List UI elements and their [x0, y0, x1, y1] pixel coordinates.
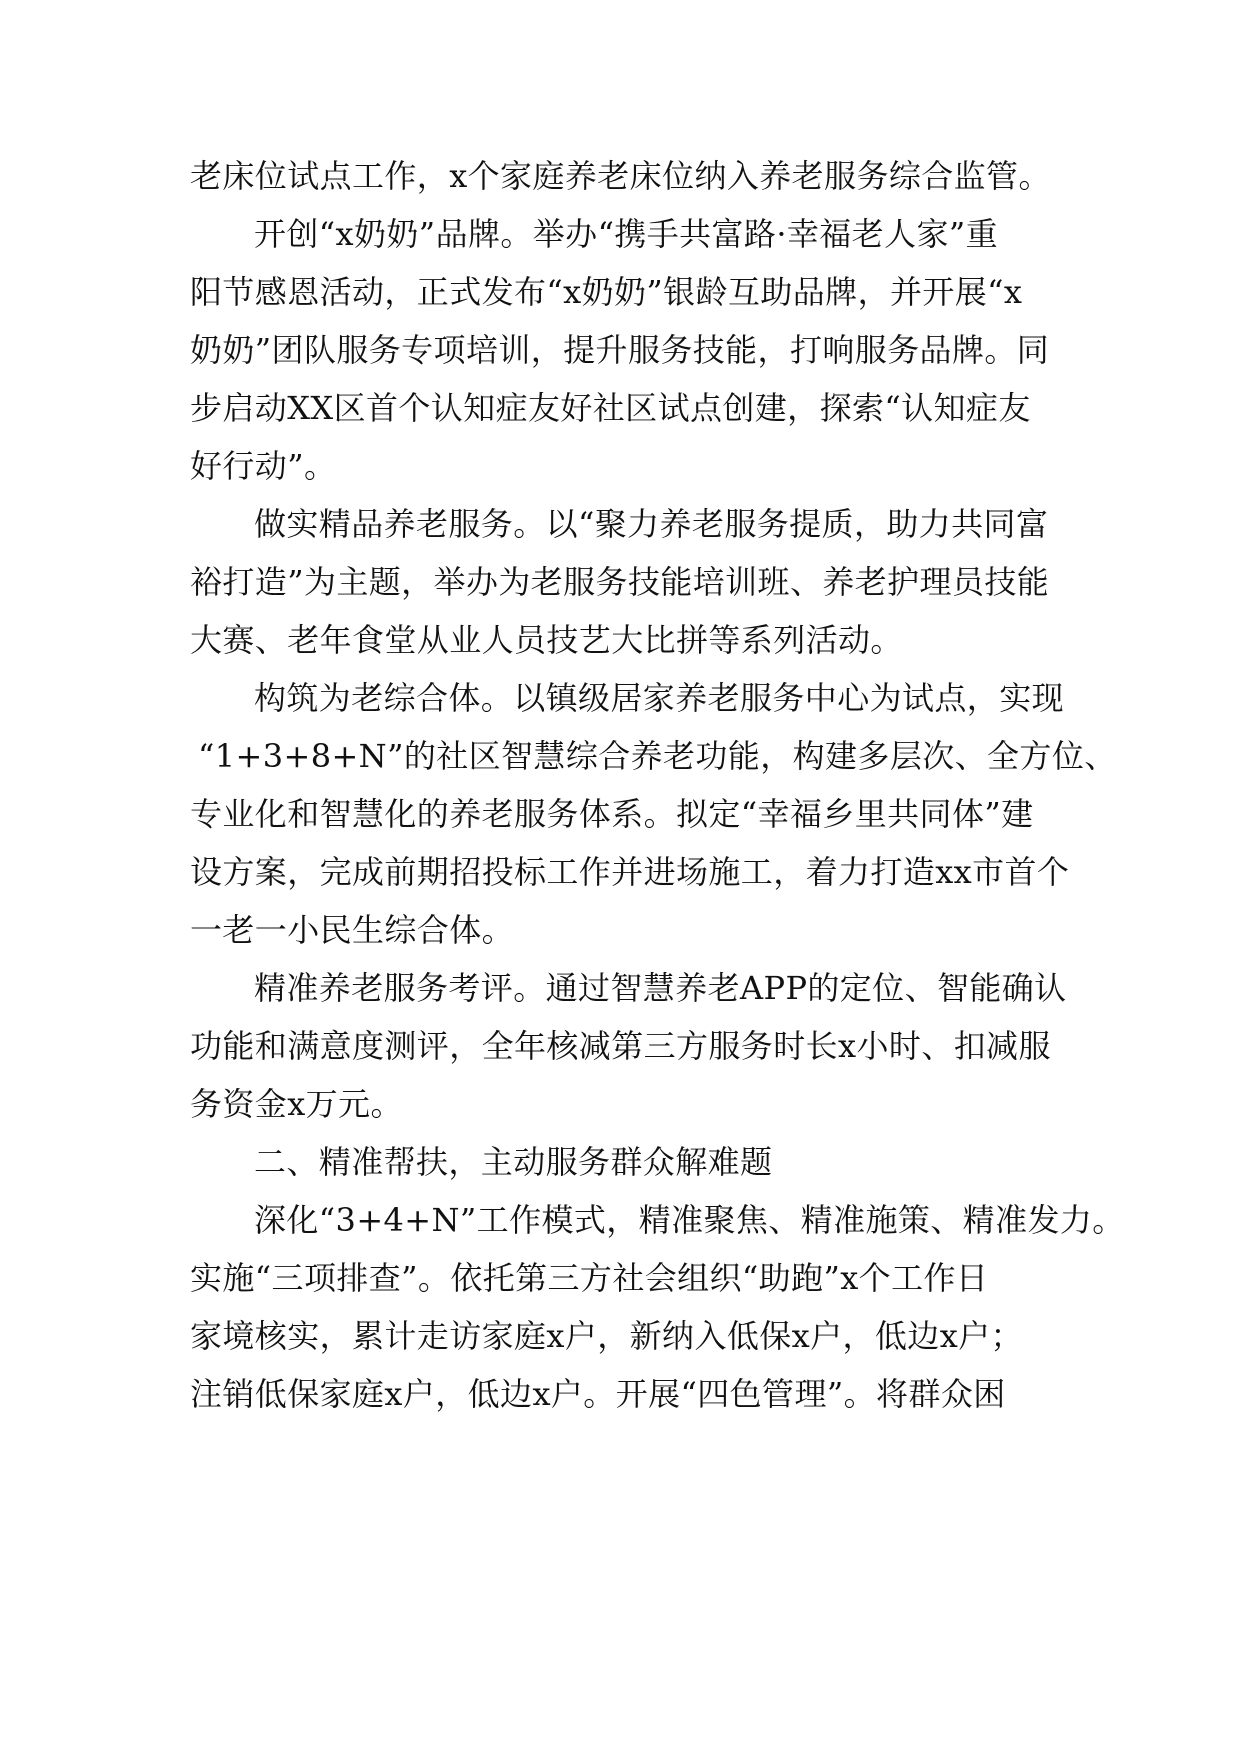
- text-line: 功能和满意度测评，全年核减第三方服务时长x小时、扣减服: [190, 1027, 1051, 1065]
- text-line: 步启动XX区首个认知症友好社区试点创建，探索“认知症友: [190, 389, 1031, 427]
- text-line: “1+3+8+N”的社区智慧综合养老功能，构建多层次、全方位、: [198, 737, 1117, 775]
- section-heading: 二、精准帮扶，主动服务群众解难题: [254, 1143, 773, 1181]
- text-line: 构筑为老综合体。以镇级居家养老服务中心为试点，实现: [254, 679, 1065, 717]
- text-line: 开创“x奶奶”品牌。举办“携手共富路·幸福老人家”重: [254, 215, 999, 253]
- text-line: 阳节感恩活动，正式发布“x奶奶”银龄互助品牌，并开展“x: [190, 273, 1023, 311]
- text-line: 务资金x万元。: [190, 1085, 403, 1123]
- text-line: 实施“三项排查”。依托第三方社会组织“助跑”x个工作日: [190, 1259, 989, 1297]
- text-line: 老床位试点工作，x个家庭养老床位纳入养老服务综合监管。: [190, 157, 1051, 195]
- text-line: 一老一小民生综合体。: [190, 911, 515, 949]
- text-line: 精准养老服务考评。通过智慧养老APP的定位、智能确认: [254, 969, 1067, 1007]
- text-line: 设方案，完成前期招投标工作并进场施工，着力打造xx市首个: [190, 853, 1070, 891]
- text-line: 奶奶”团队服务专项培训，提升服务技能，打响服务品牌。同: [190, 331, 1050, 369]
- text-line: 家境核实，累计走访家庭x户，新纳入低保x户，低边x户；: [190, 1317, 1023, 1355]
- text-line: 注销低保家庭x户，低边x户。开展“四色管理”。将群众困: [190, 1375, 1006, 1413]
- text-line: 大赛、老年食堂从业人员技艺大比拼等系列活动。: [190, 621, 903, 659]
- text-line: 裕打造”为主题，举办为老服务技能培训班、养老护理员技能: [190, 563, 1050, 601]
- text-line: 深化“3+4+N”工作模式，精准聚焦、精准施策、精准发力。: [254, 1201, 1125, 1239]
- text-line: 专业化和智慧化的养老服务体系。拟定“幸福乡里共同体”建: [190, 795, 1034, 833]
- text-line: 好行动”。: [190, 447, 337, 485]
- text-line: 做实精品养老服务。以“聚力养老服务提质，助力共同富: [254, 505, 1049, 543]
